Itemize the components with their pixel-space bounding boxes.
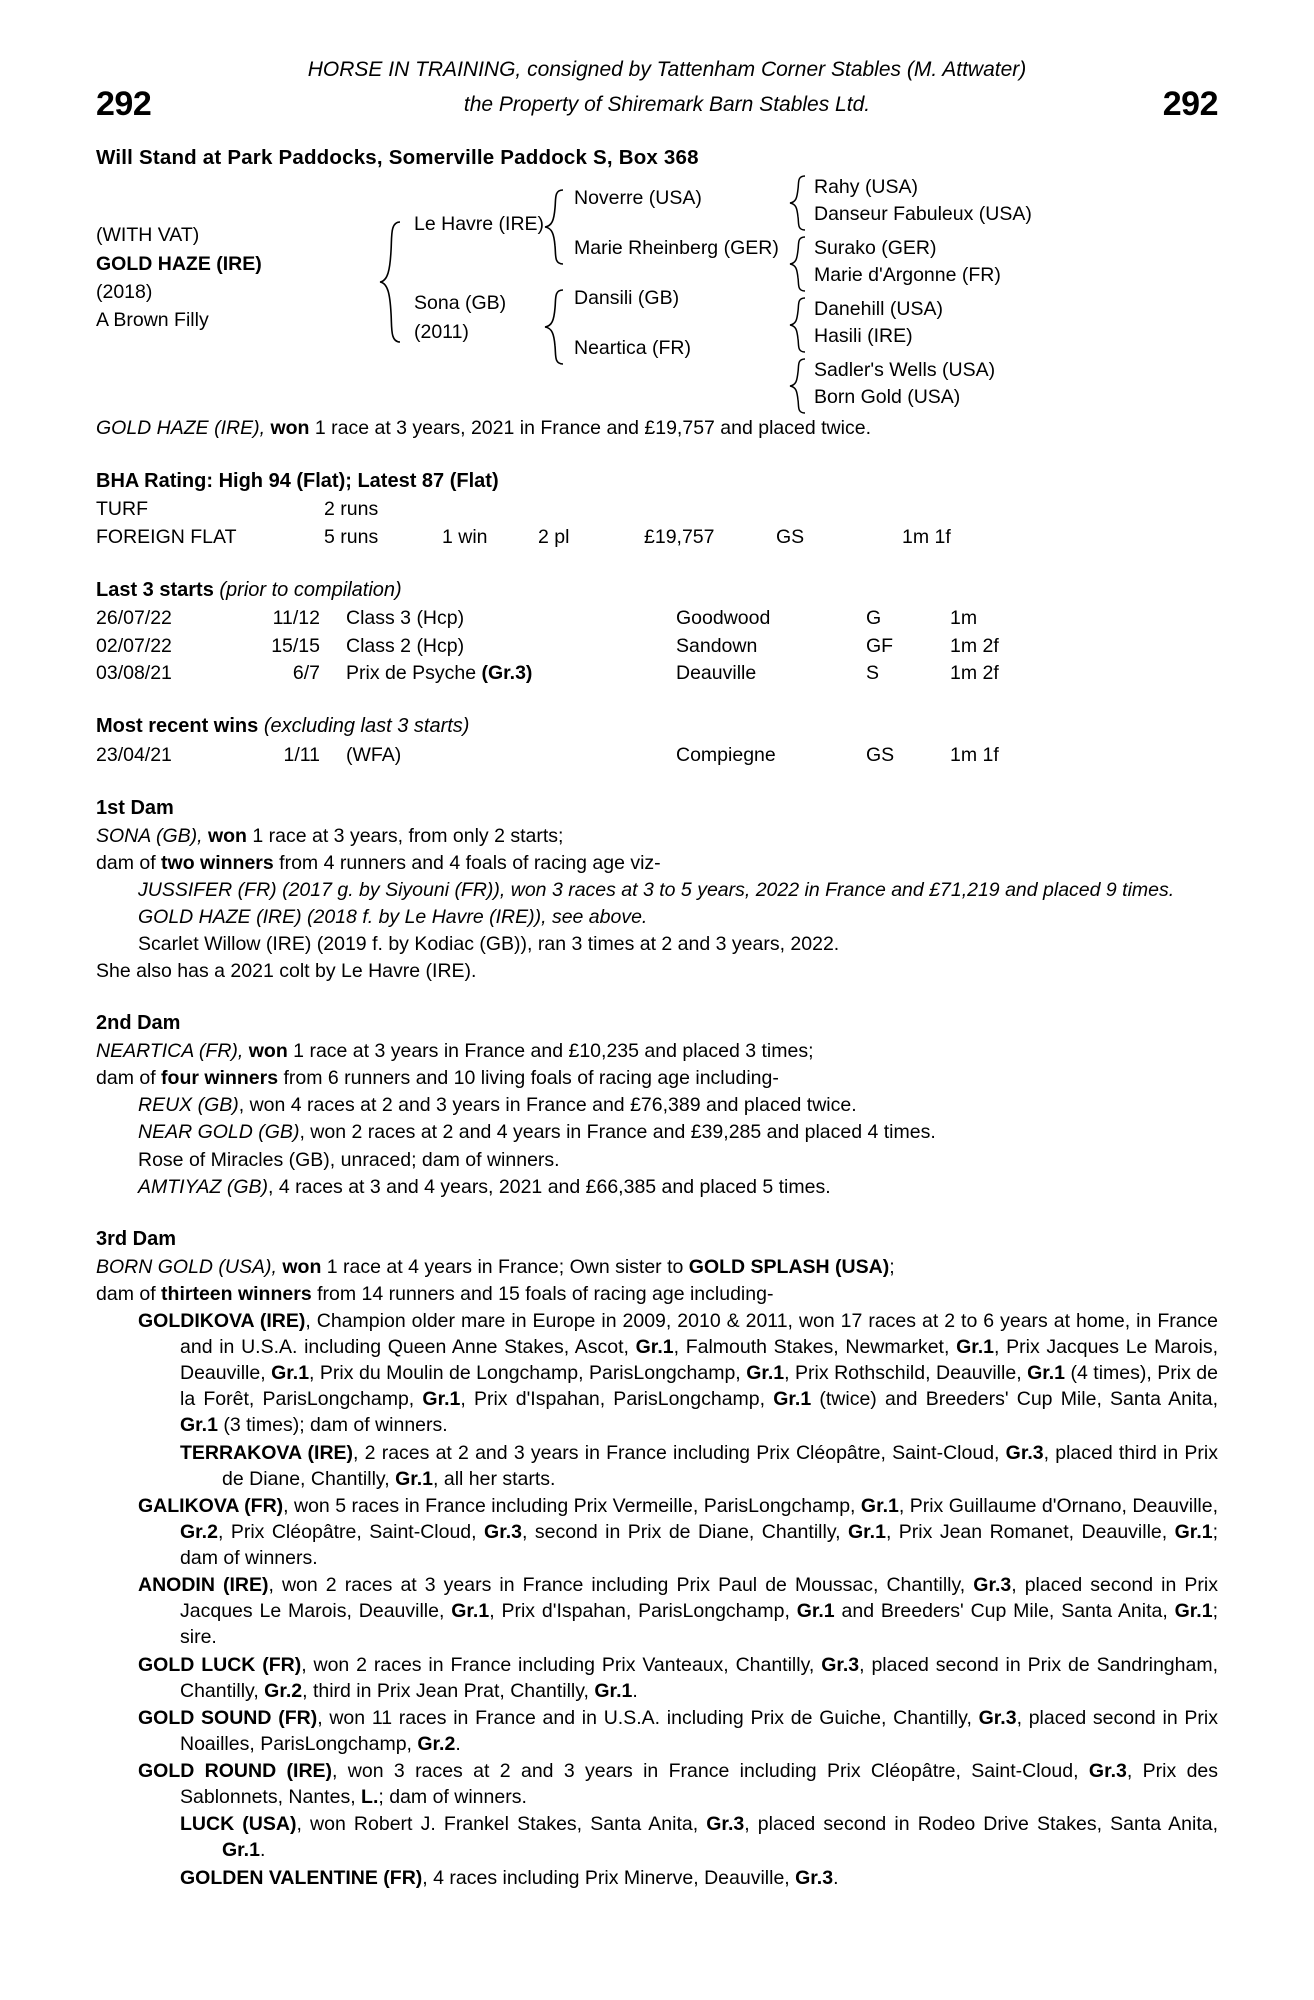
progeny-name: GOLD SOUND (FR) — [138, 1706, 318, 1729]
sire-name: Le Havre (IRE) — [414, 213, 545, 236]
list-item — [96, 1811, 1218, 1863]
list-item — [96, 1705, 1218, 1757]
start-1-course: Sandown — [676, 634, 758, 657]
progeny-text: , 4 races at 3 and 4 years, 2021 and £66,385 and placed 5 times. — [268, 1175, 831, 1198]
progeny-text: (2017 g. by Siyouni (FR)), won 3 races at 3 to 5 years, 2022 in France and £71,219 and placed 9 times. — [276, 878, 1175, 901]
progeny-text: , won 2 races at 2 and 4 years in France and £39,285 and placed 4 times. — [299, 1121, 936, 1144]
start-0-pos: 11/12 — [272, 607, 320, 630]
progeny-name: AMTIYAZ (GB) — [138, 1175, 269, 1198]
summary-text: 1 race at 3 years, 2021 in France and £19,757 and placed twice. — [309, 417, 871, 440]
last-starts-heading-note: (prior to compilation) — [213, 578, 402, 601]
rating-row-1-money: £19,757 — [644, 525, 715, 548]
first-dam-line2-rest: from 4 runners and 4 foals of racing age viz- — [273, 851, 661, 874]
start-0-going: G — [866, 607, 882, 630]
gen3-5: Hasili (IRE) — [814, 325, 913, 348]
start-1-pos: 15/15 — [271, 634, 320, 657]
property-line: the Property of Shiremark Barn Stables Ltd. — [463, 93, 871, 117]
stand-at-line: Will Stand at Park Paddocks, Somerville Paddock S, Box 368 — [96, 146, 699, 169]
dam-name-text: Sona (GB) — [414, 292, 507, 315]
progeny-text: , won 11 races in France and in U.S.A. including Prix de Guiche, Chantilly, Gr.3, placed second in Prix Noailles, ParisLongchamp, Gr.2. — [180, 1706, 1218, 1755]
brace-sire-icon — [543, 189, 567, 265]
start-1-distance: 1m 2f — [950, 634, 999, 657]
subject-description: A Brown Filly — [96, 309, 209, 332]
brace-dam-icon — [543, 289, 567, 365]
progeny-text: , won 3 races at 2 and 3 years in France including Prix Cléopâtre, Saint-Cloud, Gr.3, Prix des Sablonnets, Nantes, L.; dam of winners. — [180, 1760, 1219, 1809]
progeny-name: NEAR GOLD (GB) — [138, 1121, 300, 1144]
start-2-going: S — [866, 661, 880, 684]
first-dam-footer: She also has a 2021 colt by Le Havre (IRE). — [96, 960, 477, 983]
recent-wins-heading-text: Most recent wins — [96, 714, 259, 737]
first-dam-line-1: SONA (GB), won 1 race at 3 years, from only 2 starts; — [96, 824, 564, 847]
subject-block — [96, 221, 326, 334]
progeny-name: ANODIN (IRE) — [138, 1574, 269, 1597]
table-row — [96, 496, 1002, 523]
third-dam-won: won — [282, 1255, 322, 1278]
second-dam-line2-rest: from 6 runners and 10 living foals of racing age including- — [278, 1067, 779, 1090]
third-dam-progeny-list — [96, 1308, 1218, 1891]
start-0-course: Goodwood — [676, 607, 771, 630]
gen3-6: Sadler's Wells (USA) — [814, 359, 996, 382]
rating-row-0-wins — [442, 496, 538, 523]
brace-gen3-d-icon — [788, 358, 808, 414]
third-dam-heading: 3rd Dam — [96, 1227, 177, 1250]
first-dam-line2-pre: dam of — [96, 851, 162, 874]
second-dam-winner-count: four winners — [161, 1067, 279, 1090]
rating-row-1-wins: 1 win — [442, 525, 488, 548]
bha-rating-heading: BHA Rating: High 94 (Flat); Latest 87 (Flat) — [96, 469, 499, 492]
progeny-text: , 4 races including Prix Minerve, Deauville, Gr.3. — [422, 1866, 839, 1889]
rating-table — [96, 496, 1002, 550]
progeny-text: (2019 f. by Kodiac (GB)), ran 3 times at 2 and 3 years, 2022. — [311, 933, 840, 956]
win-0-race: (WFA) — [346, 743, 402, 766]
list-item — [96, 1092, 1218, 1118]
rating-row-0-places — [538, 496, 644, 523]
list-item — [96, 1308, 1218, 1439]
table-row — [96, 660, 1040, 687]
recent-wins-heading — [96, 713, 1218, 740]
start-1-date: 02/07/22 — [96, 634, 172, 657]
third-dam-winner-count: thirteen winners — [161, 1282, 312, 1305]
list-item — [96, 1440, 1218, 1492]
start-2-distance: 1m 2f — [950, 661, 999, 684]
progeny-name: GOLD LUCK (FR) — [138, 1653, 302, 1676]
start-1-race — [346, 633, 676, 660]
first-dam-name: SONA (GB) — [96, 824, 198, 847]
list-item — [96, 1174, 1218, 1200]
table-row — [96, 633, 1040, 660]
last-starts-heading — [96, 577, 1218, 604]
gen2-1: Marie Rheinberg (GER) — [574, 237, 779, 260]
consignment-line: HORSE IN TRAINING, consigned by Tattenham Corner Stables (M. Attwater) — [307, 58, 1027, 81]
progeny-text: , won 4 races at 2 and 3 years in France and £76,389 and placed twice. — [238, 1094, 857, 1117]
recent-wins-heading-note: (excluding last 3 starts) — [258, 714, 470, 737]
list-item — [96, 1865, 1218, 1891]
last-starts-heading-text: Last 3 starts — [96, 578, 214, 601]
rating-row-0-label: TURF — [96, 498, 148, 521]
progeny-text: , won 2 races at 3 years in France including Prix Paul de Moussac, Chantilly, Gr.3, placed second in Prix Jacques Le Marois, Deauville, Gr.1, Prix d'Ispahan, ParisLongchamp, Gr.1 and Breeders' Cup Mile, Santa Anita, Gr.1; sire. — [180, 1574, 1219, 1649]
second-dam-line-1: NEARTICA (FR), won 1 race at 3 years in France and £10,235 and placed 3 times; — [96, 1040, 814, 1063]
subject-vat: (WITH VAT) — [96, 224, 200, 247]
rating-row-1-label: FOREIGN FLAT — [96, 525, 237, 548]
third-dam-line1-rest: 1 race at 4 years in France; Own sister to — [321, 1255, 689, 1278]
first-dam-winner-count: two winners — [161, 851, 274, 874]
summary-won: won — [270, 417, 310, 440]
third-dam-own-sister: GOLD SPLASH (USA) — [688, 1255, 890, 1278]
first-dam-heading: 1st Dam — [96, 796, 174, 819]
start-2-race-text: Prix de Psyche — [346, 661, 482, 684]
rating-row-0-distance — [902, 496, 1002, 523]
start-0-race-text: Class 3 (Hcp) — [346, 607, 465, 630]
progeny-name: TERRAKOVA (IRE) — [180, 1441, 354, 1464]
second-dam-won: won — [248, 1040, 288, 1063]
rating-row-1-runs: 5 runs — [324, 525, 379, 548]
win-0-course: Compiegne — [676, 743, 776, 766]
second-dam-heading: 2nd Dam — [96, 1012, 181, 1035]
progeny-text: , 2 races at 2 and 3 years in France including Prix Cléopâtre, Saint-Cloud, Gr.3, placed third in Prix de Diane, Chantilly, Gr.1, all her starts. — [222, 1441, 1218, 1490]
progeny-name: REUX (GB) — [138, 1094, 239, 1117]
rating-row-1-distance: 1m 1f — [902, 525, 951, 548]
progeny-name: Scarlet Willow (IRE) — [138, 933, 312, 956]
second-dam-line1-rest: 1 race at 3 years in France and £10,235 and placed 3 times; — [287, 1040, 814, 1063]
table-row — [96, 742, 1040, 769]
table-row — [96, 524, 1002, 551]
progeny-name: GOLD HAZE (IRE) — [138, 905, 302, 928]
brace-gen3-a-icon — [788, 175, 808, 231]
list-item — [96, 1493, 1218, 1571]
start-0-distance: 1m — [950, 607, 978, 630]
gen3-7: Born Gold (USA) — [814, 386, 961, 409]
list-item — [96, 877, 1218, 903]
progeny-text: , won 5 races in France including Prix Vermeille, ParisLongchamp, Gr.1, Prix Guillaume d'Ornano, Deauville, Gr.2, Prix Cléopâtre, Saint-Cloud, Gr.3, second in Prix de Diane, Chantilly, Gr.1, Prix Jean Romanet, Deauville, Gr.1; dam of winners. — [180, 1494, 1219, 1569]
progeny-name: LUCK (USA) — [180, 1813, 297, 1836]
recent-wins-table — [96, 742, 1040, 769]
subject-summary: GOLD HAZE (IRE), won 1 race at 3 years, 2021 in France and £19,757 and placed twice. — [96, 417, 871, 440]
progeny-text: , won Robert J. Frankel Stakes, Santa Anita, Gr.3, placed second in Rodeo Drive Stakes, Santa Anita, Gr.1. — [222, 1813, 1219, 1862]
third-dam-name: BORN GOLD (USA) — [96, 1255, 272, 1278]
gen3-3: Marie d'Argonne (FR) — [814, 264, 1001, 287]
rating-row-1-places: 2 pl — [538, 525, 570, 548]
second-dam-name: NEARTICA (FR) — [96, 1040, 238, 1063]
win-0-going: GS — [866, 743, 895, 766]
first-dam-won: won — [207, 824, 247, 847]
dam-year: (2011) — [414, 320, 469, 343]
subject-year: (2018) — [96, 281, 153, 303]
gen3-4: Danehill (USA) — [814, 298, 943, 321]
gen2-2: Dansili (GB) — [574, 287, 680, 310]
gen2-3: Neartica (FR) — [574, 337, 692, 360]
third-dam-line2-rest: from 14 runners and 15 foals of racing age including- — [311, 1282, 774, 1305]
progeny-text: , Champion older mare in Europe in 2009, 2010 & 2011, won 17 races at 2 to 6 years at home, in France and in U.S.A. including Queen Anne Stakes, Ascot, Gr.1, Falmouth Stakes, Newmarket, Gr.1, Prix Jacques Le Marois, Deauville, Gr.1, Prix du Moulin de Longchamp, ParisLongchamp, Gr.1, Prix Rothschild, Deauville, Gr.1 (4 times), Prix de la Forêt, ParisLongchamp, Gr.1, Prix d'Ispahan, ParisLongchamp, Gr.1 (twice) and Breeders' Cup Mile, Santa Anita, Gr.1 (3 times); dam of winners. — [180, 1309, 1219, 1437]
progeny-name: Rose of Miracles (GB) — [138, 1148, 330, 1171]
rating-row-0-going — [776, 496, 902, 523]
progeny-name: GOLDIKOVA (IRE) — [138, 1309, 306, 1332]
pedigree-chart — [96, 176, 1218, 409]
first-dam-line1-rest: 1 race at 3 years, from only 2 starts; — [246, 824, 564, 847]
third-dam-line2-pre: dam of — [96, 1282, 162, 1305]
third-dam-line1-end: ; — [889, 1255, 895, 1278]
last-starts-table — [96, 605, 1040, 686]
list-item — [96, 1147, 1218, 1173]
win-0-pos: 1/11 — [283, 743, 320, 766]
brace-subject-icon — [378, 221, 404, 343]
list-item — [96, 1758, 1218, 1810]
rating-row-0-money — [644, 496, 776, 523]
gen3-2: Surako (GER) — [814, 237, 937, 260]
start-2-pos: 6/7 — [292, 661, 320, 684]
first-dam-line-2 — [96, 850, 1218, 876]
progeny-name: GOLD ROUND (IRE) — [138, 1760, 333, 1782]
start-2-race — [346, 660, 676, 687]
brace-gen3-c-icon — [788, 297, 808, 353]
rating-row-1-going: GS — [776, 525, 805, 548]
list-item — [96, 1652, 1218, 1704]
lot-number-right: 292 — [1162, 85, 1218, 123]
progeny-text: , unraced; dam of winners. — [329, 1148, 560, 1171]
page-header — [96, 56, 1218, 130]
gen3-0: Rahy (USA) — [814, 176, 919, 199]
start-0-date: 26/07/22 — [96, 607, 172, 630]
gen2-0: Noverre (USA) — [574, 187, 702, 210]
list-item — [96, 1119, 1218, 1145]
progeny-name: GOLDEN VALENTINE (FR) — [180, 1866, 423, 1889]
lot-number-left: 292 — [96, 85, 152, 123]
dam-name — [414, 289, 506, 346]
progeny-name: GALIKOVA (FR) — [138, 1494, 284, 1517]
win-0-date: 23/04/21 — [96, 743, 172, 766]
start-1-race-text: Class 2 (Hcp) — [346, 634, 465, 657]
table-row — [96, 605, 1040, 632]
start-2-race-grade: (Gr.3) — [481, 661, 533, 684]
brace-gen3-b-icon — [788, 236, 808, 292]
second-dam-line2-pre: dam of — [96, 1067, 162, 1090]
third-dam-line-1: BORN GOLD (USA), won 1 race at 4 years in France; Own sister to GOLD SPLASH (USA); — [96, 1255, 895, 1278]
second-dam-line-2 — [96, 1065, 1218, 1091]
list-item — [96, 931, 1218, 957]
win-0-distance: 1m 1f — [950, 743, 999, 766]
start-2-date: 03/08/21 — [96, 661, 172, 684]
rating-row-0-runs: 2 runs — [324, 498, 379, 521]
summary-name: GOLD HAZE (IRE) — [96, 417, 260, 440]
list-item — [96, 1572, 1218, 1650]
start-2-course: Deauville — [676, 661, 757, 684]
progeny-name: JUSSIFER (FR) — [138, 878, 277, 901]
gen3-1: Danseur Fabuleux (USA) — [814, 203, 1032, 226]
progeny-text: , won 2 races in France including Prix Vanteaux, Chantilly, Gr.3, placed second in Prix de Sandringham, Chantilly, Gr.2, third in Prix Jean Prat, Chantilly, Gr.1. — [180, 1653, 1218, 1702]
third-dam-line-2 — [96, 1281, 1218, 1307]
start-1-going: GF — [866, 634, 894, 657]
progeny-text: (2018 f. by Le Havre (IRE)), see above. — [301, 905, 648, 928]
list-item — [96, 904, 1218, 930]
start-0-race — [346, 605, 676, 632]
subject-name: GOLD HAZE (IRE) — [96, 252, 262, 275]
